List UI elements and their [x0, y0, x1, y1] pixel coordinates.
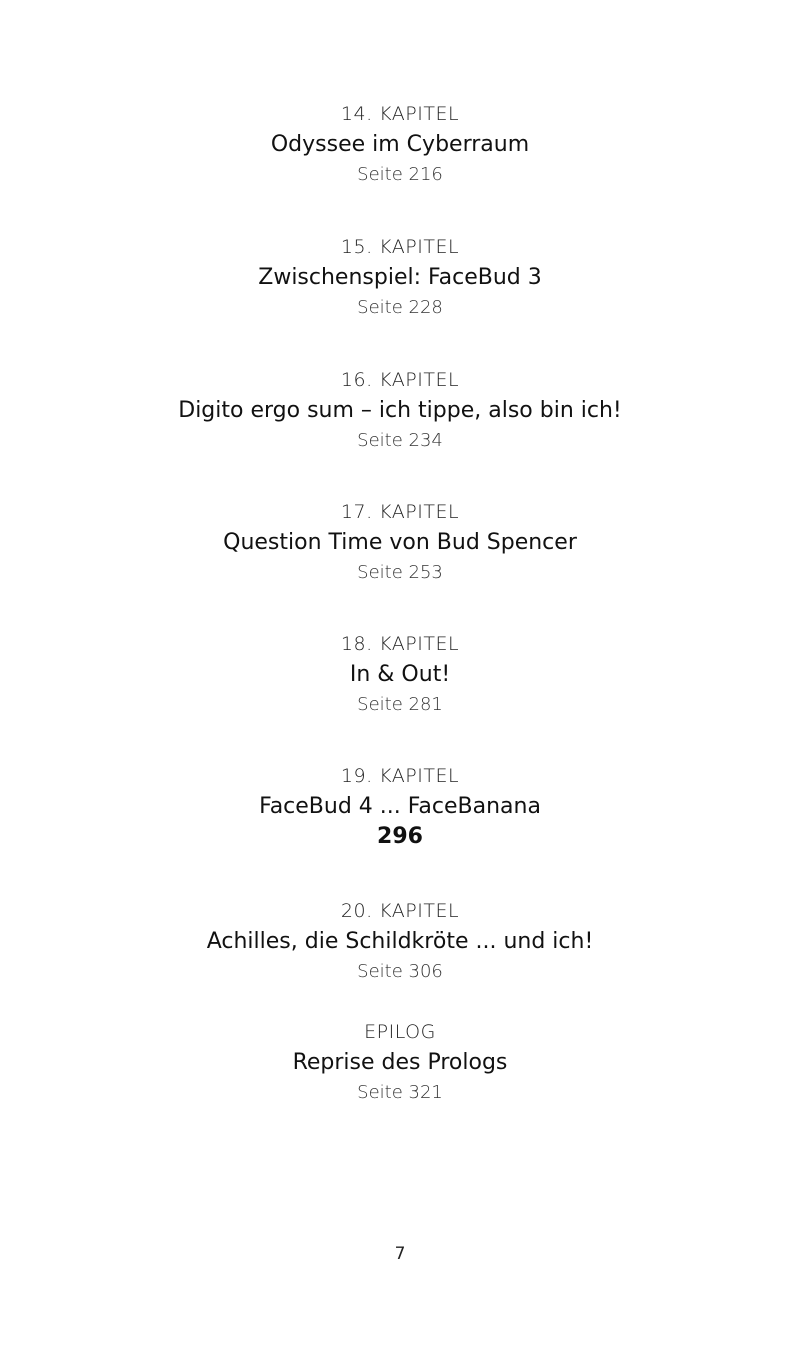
- chapter-page: Seite 281: [357, 694, 443, 715]
- chapter-label: 14. KAPITEL: [340, 103, 460, 125]
- toc-entry-chapter-17: [0, 496, 800, 588]
- chapter-label: 15. KAPITEL: [340, 236, 460, 258]
- chapter-page: Seite 216: [357, 164, 443, 185]
- chapter-label: 20. KAPITEL: [340, 900, 460, 922]
- chapter-page: 296: [377, 824, 423, 849]
- chapter-page: Seite 228: [357, 297, 443, 318]
- chapter-label: 17. KAPITEL: [340, 501, 460, 523]
- chapter-title: Digito ergo sum – ich tippe, also bin ich!: [178, 398, 622, 423]
- toc-entry-epilog: [0, 1016, 800, 1108]
- toc-entry-chapter-14: [0, 98, 800, 190]
- chapter-title: Odyssee im Cyberraum: [270, 132, 530, 157]
- toc-entry-chapter-16: [0, 364, 800, 456]
- toc-entry-chapter-15: [0, 231, 800, 323]
- chapter-label: 19. KAPITEL: [340, 765, 460, 787]
- chapter-label: EPILOG: [364, 1021, 436, 1043]
- chapter-page: Seite 234: [357, 430, 443, 451]
- page-number: 7: [394, 1244, 406, 1264]
- chapter-page: Seite 253: [357, 562, 443, 583]
- chapter-title: In & Out!: [349, 662, 451, 687]
- chapter-title: Question Time von Bud Spencer: [223, 530, 577, 555]
- chapter-title: Achilles, die Schildkröte ... und ich!: [206, 929, 594, 954]
- chapter-label: 18. KAPITEL: [340, 633, 460, 655]
- toc-entry-chapter-18: [0, 628, 800, 720]
- chapter-title: Zwischenspiel: FaceBud 3: [258, 265, 542, 290]
- chapter-title: FaceBud 4 ... FaceBanana: [259, 794, 541, 819]
- chapter-title: Reprise des Prologs: [292, 1050, 508, 1075]
- toc-entry-chapter-20: [0, 895, 800, 987]
- chapter-label: 16. KAPITEL: [340, 369, 460, 391]
- chapter-page: Seite 306: [357, 961, 443, 982]
- chapter-page: Seite 321: [357, 1082, 443, 1103]
- toc-entry-chapter-19: [0, 760, 800, 852]
